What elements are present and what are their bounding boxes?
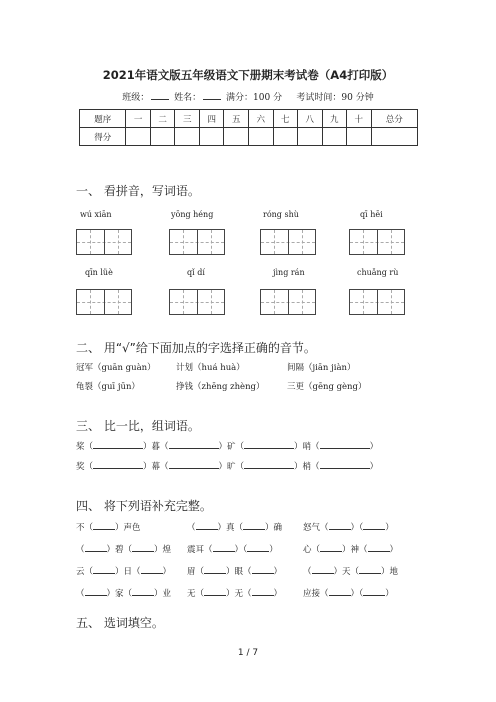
name-blank xyxy=(203,91,221,100)
pinyin: qīn lüè xyxy=(85,268,113,277)
answer-blank[interactable] xyxy=(169,440,219,449)
idiom-group: 无（ ）无（ ） xyxy=(187,589,283,599)
pinyin-choice[interactable]: 挣钱（zhēng zhèng） xyxy=(176,382,265,392)
answer-blank[interactable] xyxy=(93,521,115,530)
answer-blank[interactable] xyxy=(368,543,390,552)
answer-blank[interactable] xyxy=(252,587,274,596)
score-cell[interactable] xyxy=(248,128,273,146)
idiom-group: 眉（ ）眼（ ） xyxy=(187,567,283,577)
idiom-group: 不（ ）声色 xyxy=(76,523,141,533)
score-header-row xyxy=(80,110,418,128)
score-cell[interactable] xyxy=(347,128,372,146)
compare-row-2 xyxy=(76,460,378,472)
score-cell[interactable] xyxy=(150,128,175,146)
idiom-group: （ ）碧（ ）煌 xyxy=(76,545,172,555)
answer-blank[interactable] xyxy=(93,460,143,469)
section-2-title: 二、 用“√”给下面加点的字选择正确的音节。 xyxy=(76,341,316,355)
answer-blank[interactable] xyxy=(244,440,294,449)
answer-blank[interactable] xyxy=(244,460,294,469)
idiom-group: 怒气（ ）（ ） xyxy=(303,523,394,533)
answer-blank[interactable] xyxy=(93,565,115,574)
answer-blank[interactable] xyxy=(320,440,370,449)
pinyin-choice[interactable]: 计划（huá huà） xyxy=(176,363,245,373)
pinyin-choice[interactable]: 冠军（guān guàn） xyxy=(76,363,156,373)
compare-char: ）暮（ xyxy=(143,442,169,452)
score-header-cell: 九 xyxy=(322,110,347,128)
answer-blank[interactable] xyxy=(213,543,235,552)
idiom-group: 云（ ）日（ ） xyxy=(76,567,172,577)
idiom-group: （ ）家（ ）业 xyxy=(76,589,172,599)
answer-blank[interactable] xyxy=(204,565,226,574)
compare-row-1 xyxy=(76,440,378,452)
writing-grid[interactable] xyxy=(76,289,132,315)
section-3-title: 三、 比一比，组词语。 xyxy=(76,419,200,433)
answer-blank[interactable] xyxy=(252,565,274,574)
section-5-title: 五、 选词填空。 xyxy=(76,616,164,630)
compare-char: ）旷（ xyxy=(218,462,245,472)
answer-blank[interactable] xyxy=(132,587,154,596)
answer-blank[interactable] xyxy=(363,521,385,530)
answer-blank[interactable] xyxy=(196,521,218,530)
score-header-cell: 四 xyxy=(199,110,224,128)
idiom-group: （ ）真（ ）确 xyxy=(187,523,283,533)
score-header-cell: 五 xyxy=(224,110,249,128)
score-cell[interactable] xyxy=(224,128,249,146)
idiom-group: 震耳（ ）（ ） xyxy=(187,545,278,555)
answer-blank[interactable] xyxy=(85,587,107,596)
compare-char: ） xyxy=(369,442,379,452)
score-table xyxy=(79,109,418,146)
answer-blank[interactable] xyxy=(329,521,351,530)
pinyin-choice[interactable]: 三更（gēng gèng） xyxy=(287,382,367,392)
score-header-cell: 十 xyxy=(347,110,372,128)
score-header-cell: 总分 xyxy=(371,110,417,128)
page-title: 2021年语文版五年级语文下册期末考试卷（A4打印版） xyxy=(102,68,394,82)
score-header-cell: 二 xyxy=(150,110,175,128)
score-header-cell: 七 xyxy=(273,110,298,128)
score-header-cell: 八 xyxy=(298,110,323,128)
writing-grid[interactable] xyxy=(260,229,316,255)
score-cell[interactable] xyxy=(298,128,323,146)
score-header-cell: 六 xyxy=(248,110,273,128)
pinyin: yōng héng xyxy=(171,210,214,219)
exam-info xyxy=(0,90,496,103)
score-row-label: 得分 xyxy=(80,128,126,146)
pinyin: chuǎng rù xyxy=(357,268,399,277)
answer-blank[interactable] xyxy=(363,587,385,596)
score-cell[interactable] xyxy=(199,128,224,146)
section-1-title: 一、 看拼音，写词语。 xyxy=(76,184,200,198)
idiom-group: （ ）天（ ）地 xyxy=(303,567,399,577)
writing-grid[interactable] xyxy=(76,229,132,255)
compare-char: ）梢（ xyxy=(294,462,320,472)
answer-blank[interactable] xyxy=(204,587,226,596)
idiom-group: 应接（ ）（ ） xyxy=(303,589,394,599)
answer-blank[interactable] xyxy=(320,460,370,469)
score-cell[interactable] xyxy=(126,128,151,146)
writing-grid[interactable] xyxy=(349,289,405,315)
score-cell[interactable] xyxy=(371,128,417,146)
pinyin: qī hēi xyxy=(360,210,383,219)
score-row xyxy=(80,128,418,146)
pinyin: jìng rán xyxy=(273,268,305,277)
class-blank xyxy=(151,91,169,100)
pinyin: wú xiān xyxy=(80,210,112,219)
writing-grid[interactable] xyxy=(349,229,405,255)
section-4-title: 四、 将下列语补充完整。 xyxy=(76,499,212,513)
compare-char: ）哨（ xyxy=(294,442,320,452)
answer-blank[interactable] xyxy=(132,543,154,552)
class-label: 班级： xyxy=(122,93,150,103)
compare-char: 桨（ xyxy=(76,442,94,452)
compare-char: ）幕（ xyxy=(143,462,169,472)
answer-blank[interactable] xyxy=(359,565,381,574)
pinyin: róng shù xyxy=(263,210,299,219)
writing-grid[interactable] xyxy=(169,229,225,255)
pinyin-choice[interactable]: 间隔（jiān jiàn） xyxy=(287,363,356,373)
answer-blank[interactable] xyxy=(247,543,269,552)
answer-blank[interactable] xyxy=(85,543,107,552)
answer-blank[interactable] xyxy=(169,460,219,469)
pinyin: qǐ dí xyxy=(187,268,205,277)
exam-time: 考试时间：90 分钟 xyxy=(296,93,374,103)
score-cell[interactable] xyxy=(273,128,298,146)
score-cell[interactable] xyxy=(322,128,347,146)
name-label: 姓名： xyxy=(174,93,202,103)
full-score: 满分：100 分 xyxy=(226,93,283,103)
score-header-cell: 三 xyxy=(175,110,200,128)
answer-blank[interactable] xyxy=(93,440,143,449)
score-header-cell: 题序 xyxy=(80,110,126,128)
compare-char: 奖（ xyxy=(76,462,94,472)
answer-blank[interactable] xyxy=(312,565,334,574)
answer-blank[interactable] xyxy=(320,543,342,552)
answer-blank[interactable] xyxy=(141,565,163,574)
score-header-cell: 一 xyxy=(126,110,151,128)
compare-char: ） xyxy=(369,462,379,472)
writing-grid[interactable] xyxy=(260,289,316,315)
score-cell[interactable] xyxy=(175,128,200,146)
answer-blank[interactable] xyxy=(329,587,351,596)
pinyin-choice[interactable]: 龟裂（guī jūn） xyxy=(76,382,140,392)
compare-char: ）矿（ xyxy=(218,442,245,452)
page-number: 1 / 7 xyxy=(237,648,259,658)
writing-grid[interactable] xyxy=(169,289,225,315)
answer-blank[interactable] xyxy=(243,521,265,530)
idiom-group: 心（ ）神（ ） xyxy=(303,545,399,555)
